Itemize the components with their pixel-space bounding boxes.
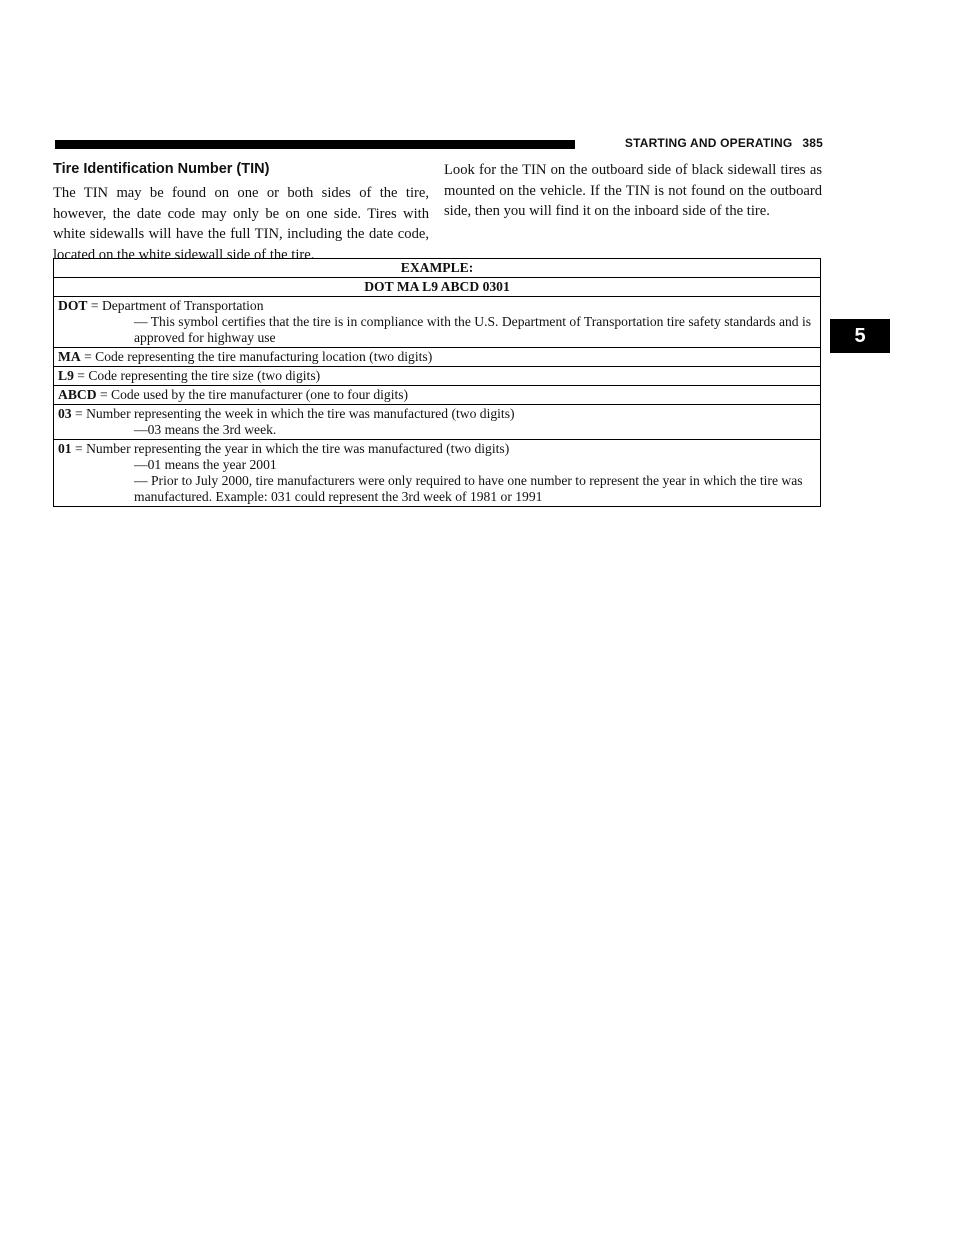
header-rule (55, 140, 575, 149)
row-desc: = Number representing the week in which the tire was manufactured (two digits) (75, 406, 515, 421)
row-code: 03 (58, 406, 72, 421)
row-code: MA (58, 349, 81, 364)
table-heading-row (54, 259, 821, 278)
table-row-week (54, 405, 821, 440)
tin-example-table (53, 258, 821, 507)
row-desc: = Code representing the tire manufacturing location (two digits) (84, 349, 433, 364)
row-desc: = Department of Transportation (90, 298, 264, 313)
table-row-dot (54, 297, 821, 348)
row-sub: — Prior to July 2000, tire manufacturers were only required to have one number to represent the year in which the tire was manufactured. Example: 031 could represent the 3rd week of 1981 or 1991 (134, 473, 803, 504)
running-header (588, 136, 823, 150)
section-title: Tire Identification Number (TIN) (53, 161, 270, 177)
row-desc: = Code used by the tire manufacturer (one to four digits) (99, 387, 409, 402)
row-code: ABCD (58, 387, 97, 402)
row-sub: — This symbol certifies that the tire is in compliance with the U.S. Department of Transportation tire safety standards and is approved for highway use (134, 314, 812, 345)
table-cell (54, 367, 821, 386)
table-cell (54, 297, 821, 348)
row-code: 01 (58, 441, 72, 456)
paragraph-right: Look for the TIN on the outboard side of black sidewall tires as mounted on the vehicle. If the TIN is not found on the outboard side, then you will find it on the inboard side of the tire. (444, 162, 822, 219)
page-number: 385 (802, 136, 823, 150)
table-row-ma (54, 348, 821, 367)
table-heading: EXAMPLE: (54, 259, 821, 278)
row-desc: = Number representing the year in which the tire was manufactured (two digits) (75, 441, 510, 456)
table-cell (54, 405, 821, 440)
table-cell (54, 348, 821, 367)
table-row-year (54, 440, 821, 507)
left-column (53, 160, 429, 265)
row-desc: = Code representing the tire size (two digits) (77, 368, 321, 383)
header-section: STARTING AND OPERATING (624, 136, 793, 150)
table-row-l9 (54, 367, 821, 386)
right-column (444, 160, 822, 222)
table-cell (54, 440, 821, 507)
table-example-row (54, 278, 821, 297)
table-row-abcd (54, 386, 821, 405)
row-code: DOT (58, 298, 88, 313)
paragraph-left: The TIN may be found on one or both sides of the tire, however, the date code may only be on one side. Tires with white sidewalls will have the full TIN, including the date code, located on the white sidewall side of the tire. (53, 185, 429, 263)
table-cell (54, 386, 821, 405)
row-sub: —01 means the year 2001 (134, 457, 277, 472)
row-code: L9 (58, 368, 74, 383)
row-sub: —03 means the 3rd week. (134, 422, 277, 437)
chapter-tab: 5 (830, 319, 890, 353)
tin-example-code: DOT MA L9 ABCD 0301 (54, 278, 821, 297)
